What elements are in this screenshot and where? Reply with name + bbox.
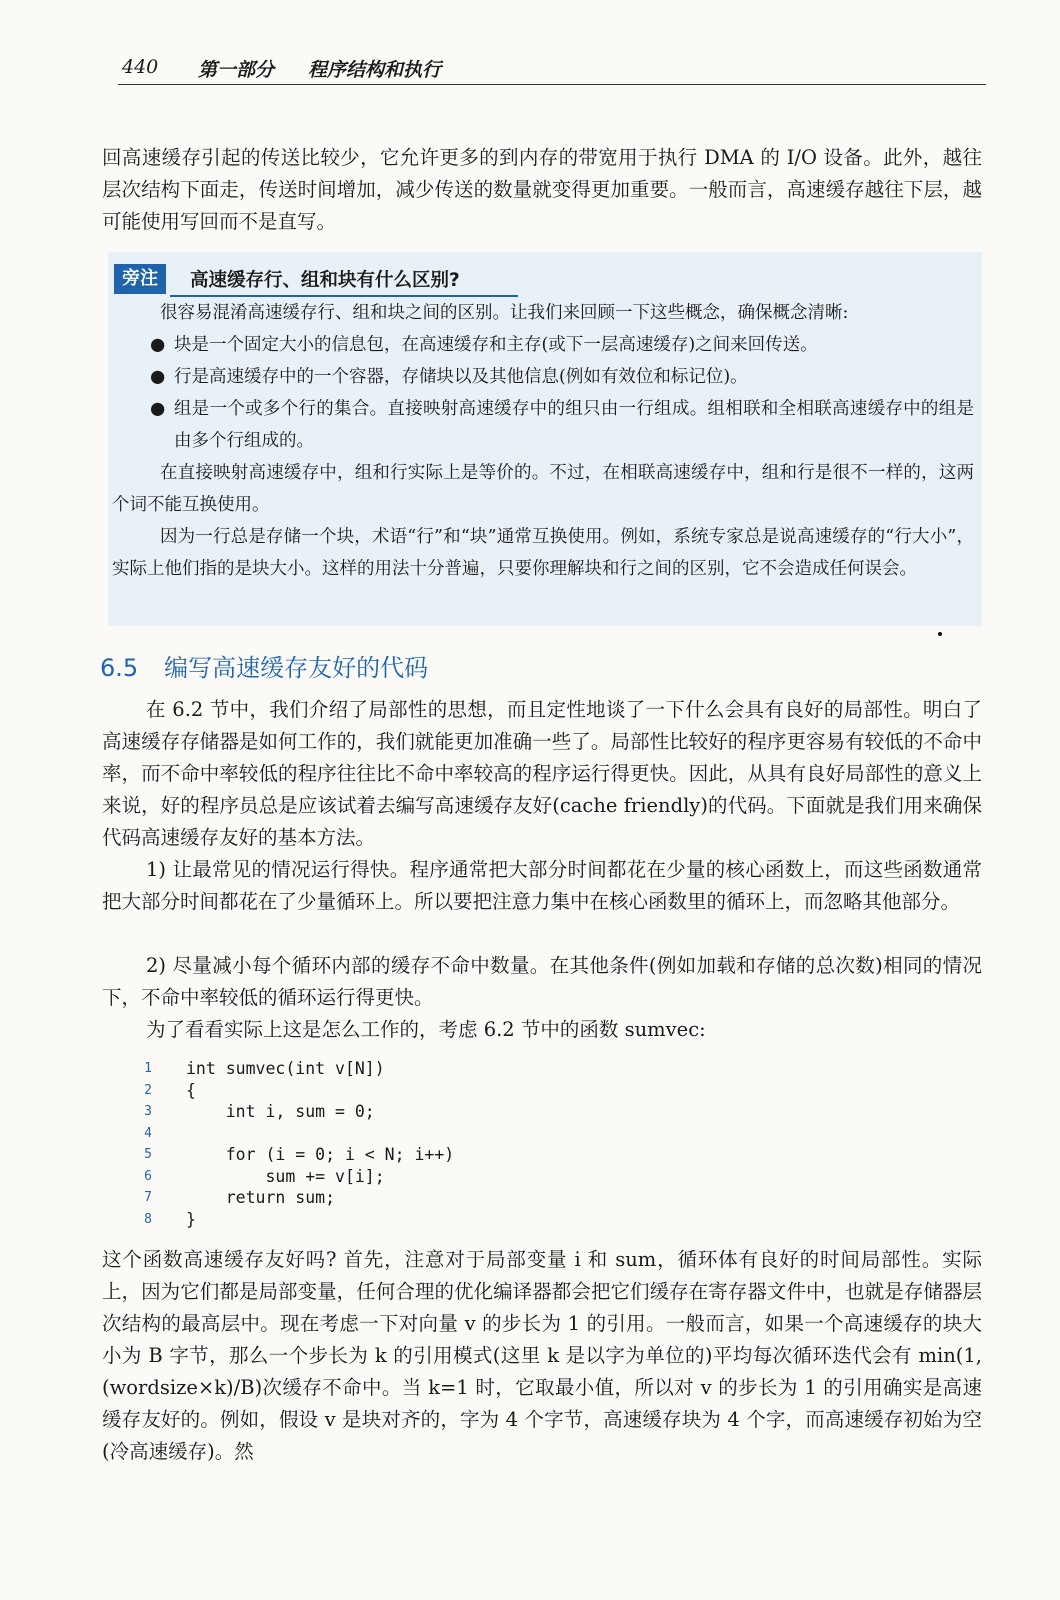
sidebar-paragraph-3: 因为一行总是存储一个块，术语“行”和“块”通常互换使用。例如，系统专家总是说高速缓存的“行大小”，实际上他们指的是块大小。这样的用法十分普遍，只要你理解块和行之间的区别，它不会造成任何误会。 [112, 527, 974, 579]
running-header [118, 52, 986, 85]
sidebar-box [108, 252, 982, 626]
sidebar-bullet-item: ● 组是一个或多个行的集合。直接映射高速缓存中的组只由一行组成。组相联和全相联高速缓存中的组是由多个行组成的。 [148, 393, 974, 457]
code-text: { [186, 1080, 196, 1100]
line-number: 7 [144, 1190, 152, 1205]
part-title: 第一部分 [198, 59, 275, 81]
section-title: 编写高速缓存友好的代码 [164, 654, 429, 682]
intro-paragraph: 回高速缓存引起的传送比较少，它允许更多的到内存的带宽用于执行 DMA 的 I/O 设备。此外，越往层次结构下面走，传送时间增加，减少传送的数量就变得更加重要。一般而言，高速缓存越往下层，越可能使用写回而不是直写。 [102, 146, 982, 233]
bullet-icon: ● [150, 399, 166, 419]
sidebar-bullet-list [148, 329, 974, 457]
code-text: } [186, 1209, 196, 1229]
page-number: 440 [122, 56, 159, 78]
line-number: 6 [144, 1168, 152, 1184]
code-line [138, 1144, 738, 1166]
code-line [138, 1123, 738, 1145]
line-number: 4 [144, 1125, 152, 1141]
sidebar-bullet-item: ● 行是高速缓存中的一个容器，存储块以及其他信息(例如有效位和标记位)。 [148, 361, 974, 393]
section-number: 6.5 [100, 654, 139, 682]
sidebar-heading: 高速缓存行、组和块有什么区别? [190, 270, 460, 291]
line-number: 8 [144, 1211, 152, 1227]
body-paragraph-4: 为了看看实际上这是怎么工作的，考虑 6.2 节中的函数 sumvec: [146, 1018, 706, 1041]
body-paragraph-2: 1) 让最常见的情况运行得快。程序通常把大部分时间都花在少量的核心函数上，而这些函数通常把大部分时间都花在了少量循环上。所以要把注意力集中在核心函数里的循环上，而忽略其他部分。 [102, 858, 982, 913]
line-number: 1 [144, 1061, 152, 1076]
code-text: int i, sum = 0; [186, 1102, 375, 1121]
code-line [138, 1101, 738, 1123]
body-paragraph-3: 2) 尽量减小每个循环内部的缓存不命中数量。在其他条件(例如加载和存储的总次数)相同的情况下，不命中率较低的循环运行得更快。 [102, 954, 982, 1009]
line-number: 2 [144, 1082, 152, 1098]
code-line [138, 1209, 738, 1231]
bullet-icon: ● [150, 335, 166, 355]
chapter-title: 程序结构和执行 [308, 59, 442, 81]
code-line [138, 1058, 738, 1080]
print-speck [938, 632, 942, 636]
sidebar-bullet-item: ● 块是一个固定大小的信息包，在高速缓存和主存(或下一层高速缓存)之间来回传送。 [148, 329, 974, 361]
sidebar-tag: 旁注 [114, 264, 166, 294]
code-line [138, 1166, 738, 1188]
sidebar-title-row [114, 264, 534, 294]
section-heading [100, 648, 428, 683]
code-text: return sum; [186, 1188, 336, 1207]
line-number: 3 [144, 1104, 152, 1119]
code-line [138, 1187, 738, 1209]
sidebar-intro-paragraph: 很容易混淆高速缓存行、组和块之间的区别。让我们来回顾一下这些概念，确保概念清晰: [160, 303, 849, 323]
code-text: for (i = 0; i < N; i++) [186, 1145, 455, 1164]
code-text: sum += v[i]; [186, 1166, 385, 1186]
code-text: int sumvec(int v[N]) [186, 1059, 385, 1078]
sidebar-paragraph-2: 在直接映射高速缓存中，组和行实际上是等价的。不过，在相联高速缓存中，组和行是很不一样的，这两个词不能互换使用。 [112, 463, 974, 515]
bullet-icon: ● [150, 367, 166, 387]
code-line [138, 1080, 738, 1102]
line-number: 5 [144, 1147, 152, 1162]
code-listing [138, 1058, 738, 1230]
body-paragraph-1: 在 6.2 节中，我们介绍了局部性的思想，而且定性地谈了一下什么会具有良好的局部性。明白了高速缓存存储器是如何工作的，我们就能更加准确一些了。局部性比较好的程序更容易有较低的不命中率，而不命中率较低的程序往往比不命中率较高的程序运行得更快。因此，从具有良好局部性的意义上来说，好的程序员总是应该试着去编写高速缓存友好(cache friendly)的代码。下面就是我们用来确保代码高速缓存友好的基本方法。 [102, 698, 982, 849]
body-paragraph-5: 这个函数高速缓存友好吗? 首先，注意对于局部变量 i 和 sum，循环体有良好的时间局部性。实际上，因为它们都是局部变量，任何合理的优化编译器都会把它们缓存在寄存器文件中，也就是存储器层次结构的最高层中。现在考虑一下对向量 v 的步长为 1 的引用。一般而言，如果一个高速缓存的块大小为 B 字节，那么一个步长为 k 的引用模式(这里 k 是以字为单位的)平均每次循环迭代会有 min(1, (wordsize×k)/B)次缓存不命中。当 k=1 时，它取最小值，所以对 v 的步长为 1 的引用确实是高速缓存友好的。例如，假设 v 是块对齐的，字为 4 个字节，高速缓存块为 4 个字，而高速缓存初始为空(冷高速缓存)。然 [102, 1248, 982, 1463]
